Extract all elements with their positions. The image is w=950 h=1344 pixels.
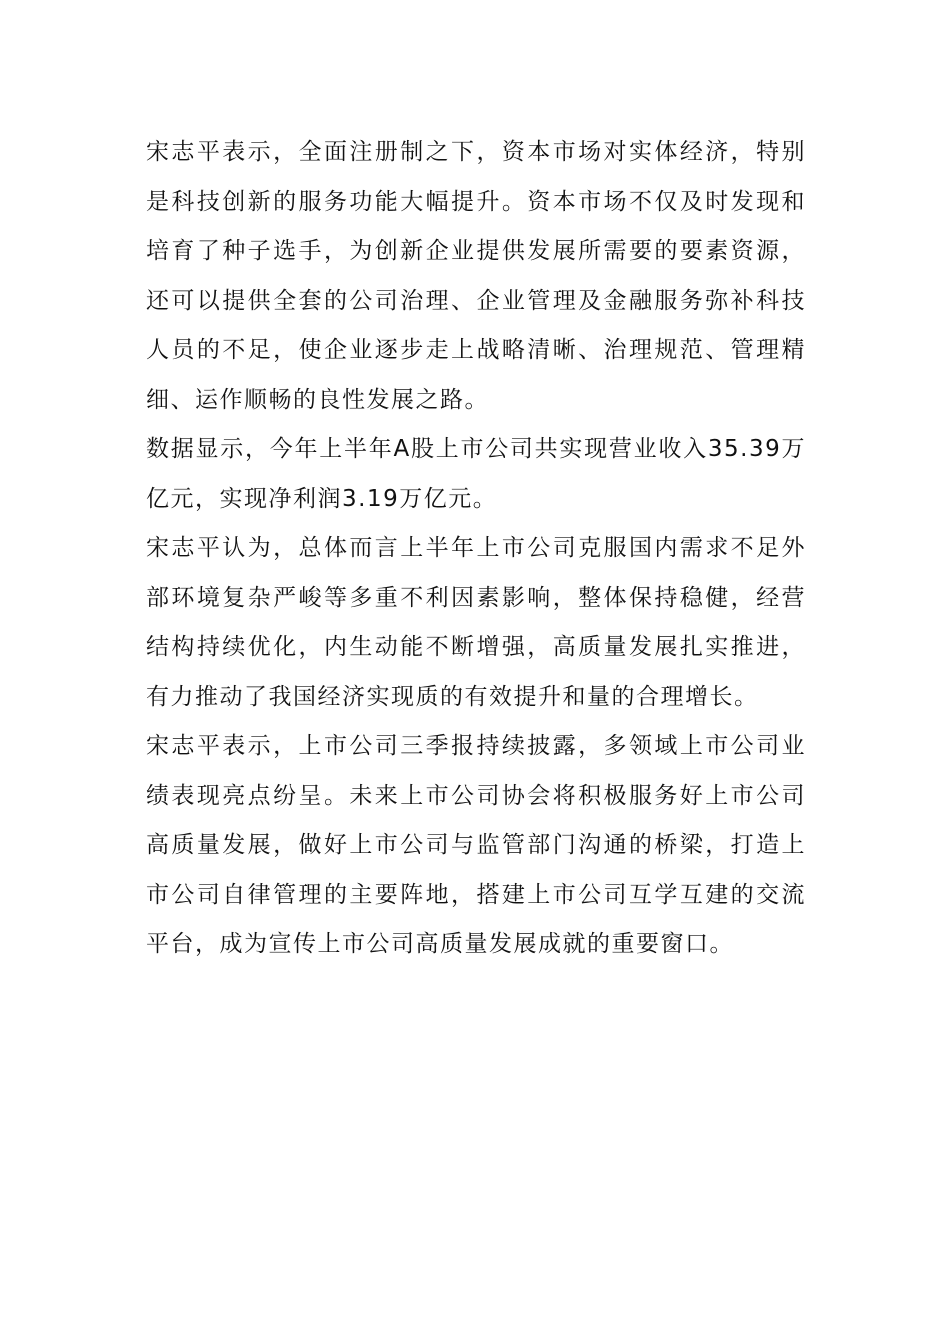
paragraph-registration-system: 宋志平表示，全面注册制之下，资本市场对实体经济，特别是科技创新的服务功能大幅提升。资本市场不仅及时发现和培育了种子选手，为创新企业提供发展所需要的要素资源，还可以提供全套的公司治理、企业管理及金融服务弥补科技人员的不足，使企业逐步走上战略清晰、治理规范、管理精细、运作顺畅的良性发展之路。: [146, 139, 806, 413]
article-body: [146, 128, 806, 970]
paragraph-half-year-data: 数据显示，今年上半年A股上市公司共实现营业收入35.39万亿元，实现净利润3.19万亿元。: [146, 436, 806, 512]
paragraph-association-outlook: 宋志平表示，上市公司三季报持续披露，多领域上市公司业绩表现亮点纷呈。未来上市公司协会将积极服务好上市公司高质量发展，做好上市公司与监管部门沟通的桥梁，打造上市公司自律管理的主要阵地，搭建上市公司互学互建的交流平台，成为宣传上市公司高质量发展成就的重要窗口。: [146, 733, 806, 957]
paragraph-overall-assessment: 宋志平认为，总体而言上半年上市公司克服国内需求不足外部环境复杂严峻等多重不利因素影响，整体保持稳健，经营结构持续优化，内生动能不断增强，高质量发展扎实推进，有力推动了我国经济实现质的有效提升和量的合理增长。: [146, 535, 806, 710]
